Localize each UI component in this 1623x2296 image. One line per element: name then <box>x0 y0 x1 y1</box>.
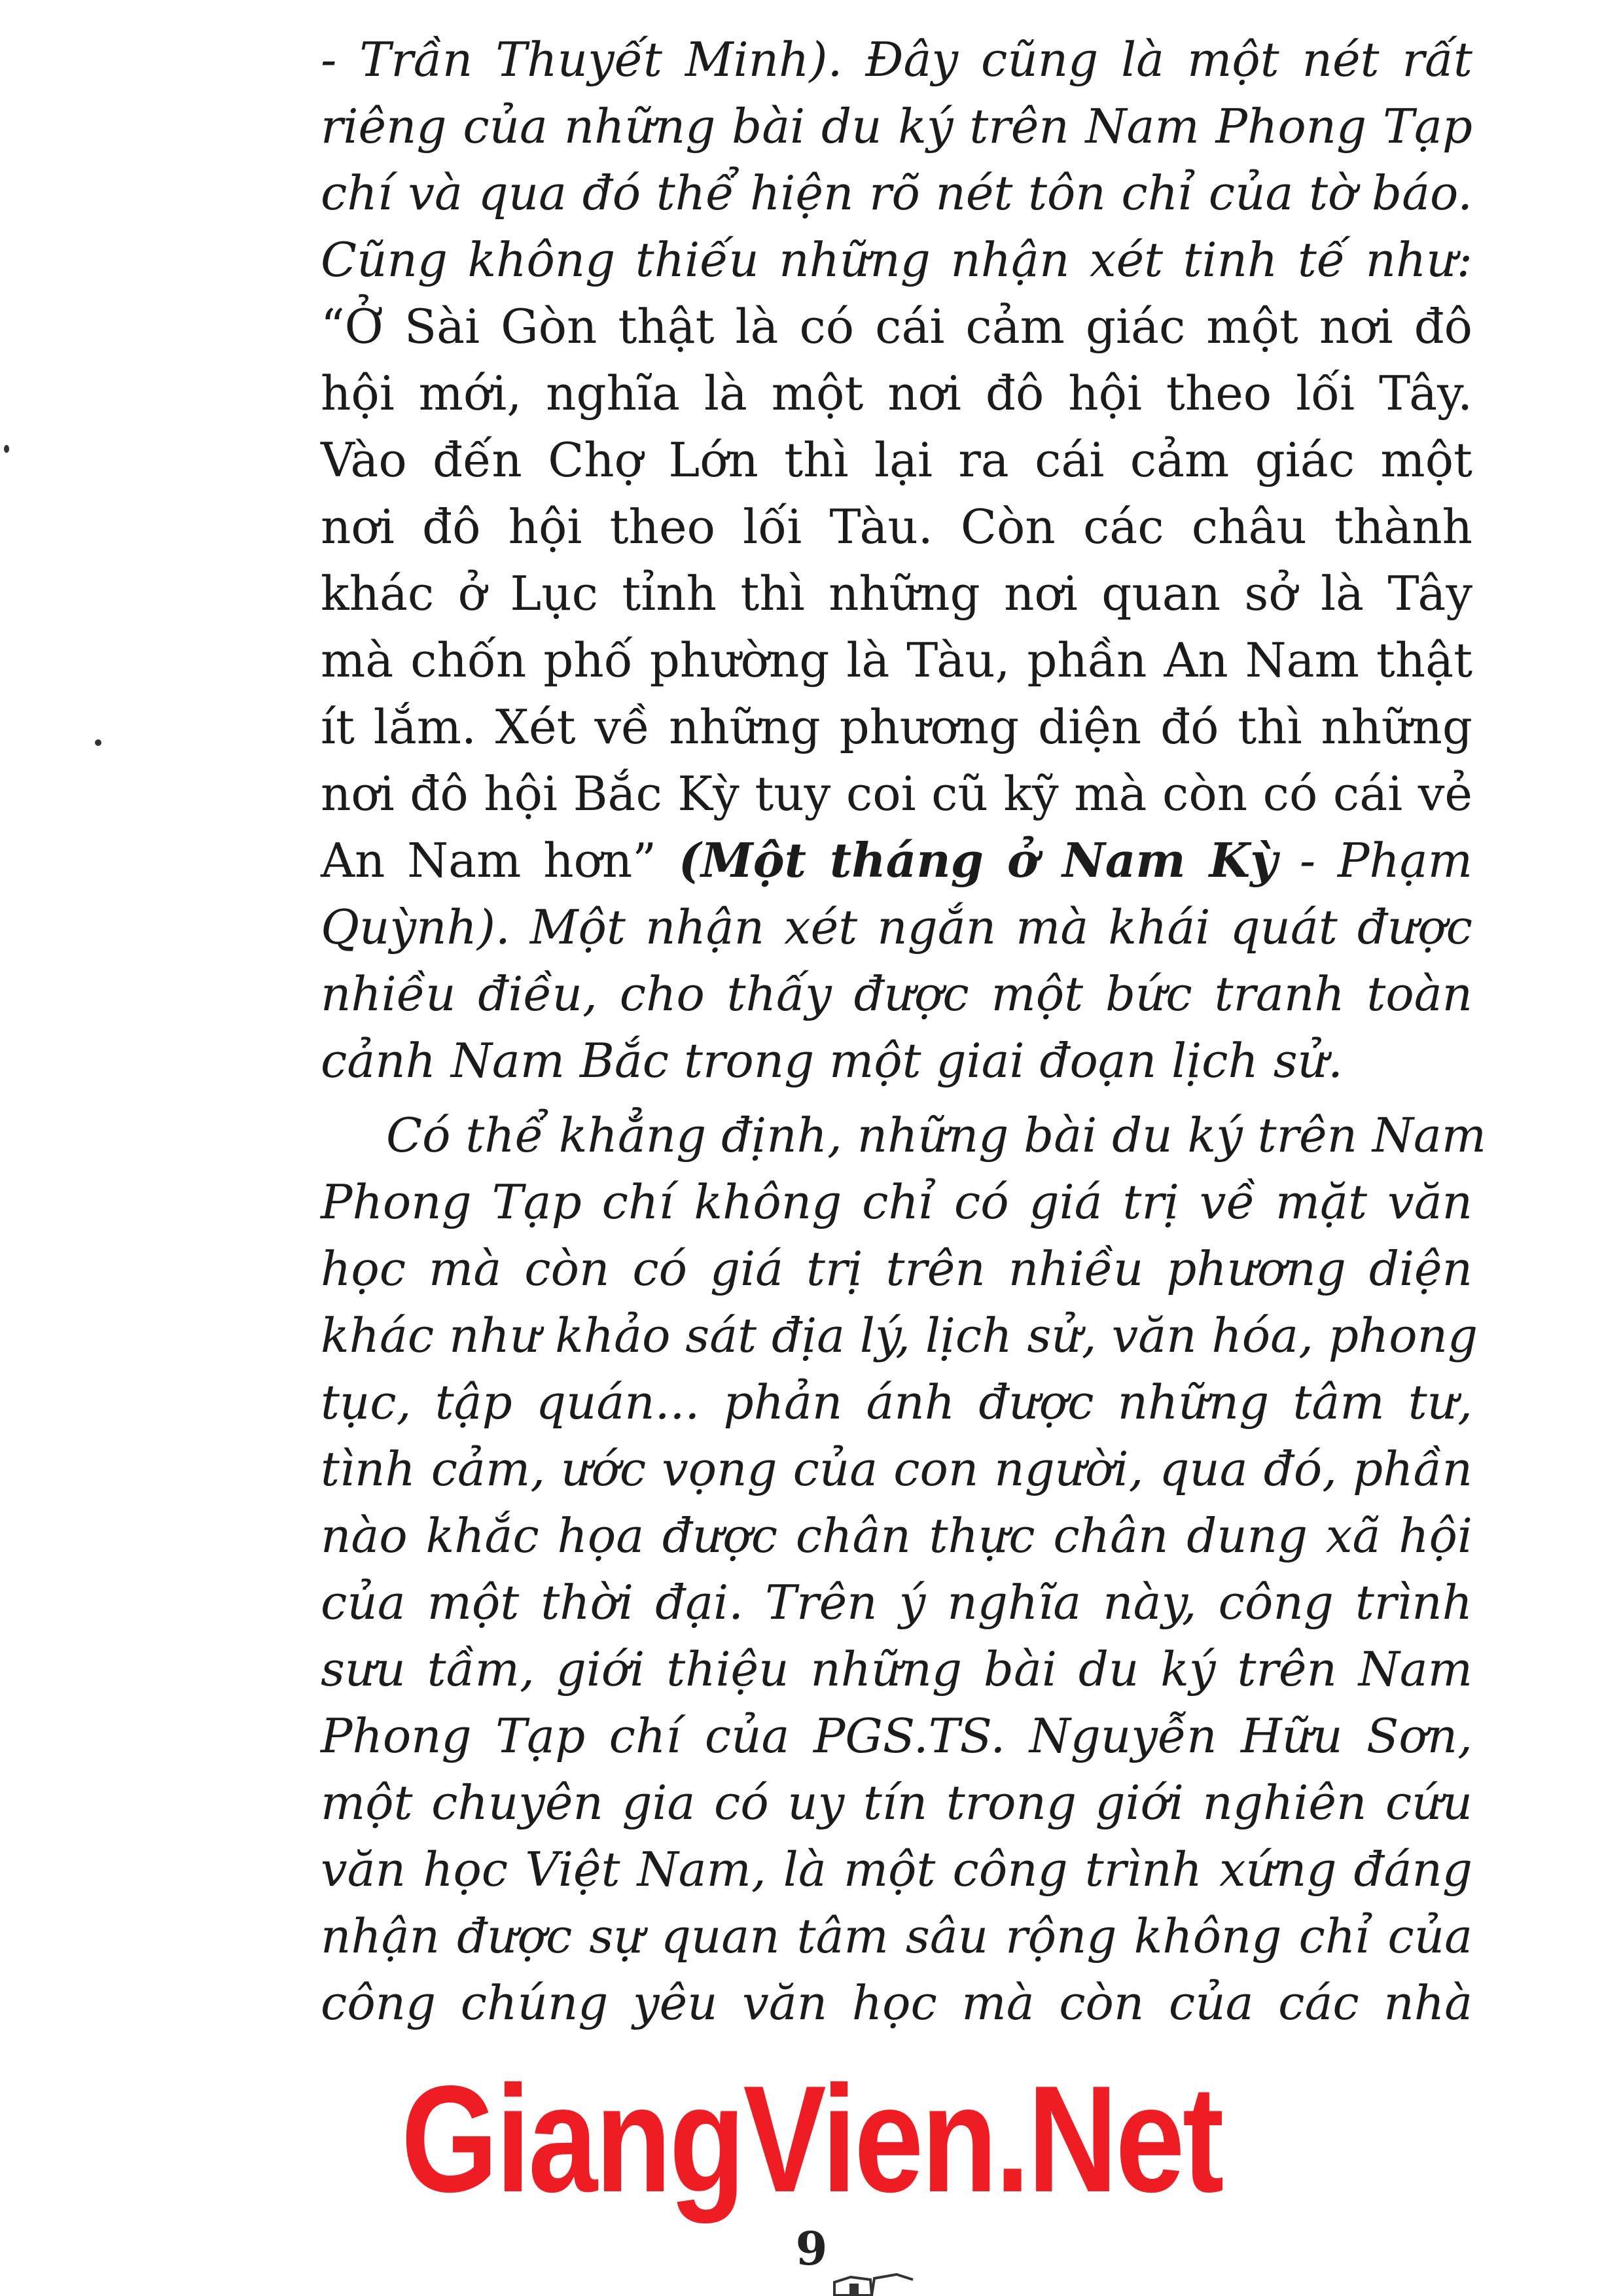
text-line <box>321 827 1472 894</box>
text-segment: nhiều điều, cho thấy được một bức tranh toàn <box>321 966 1472 1021</box>
text-line <box>321 627 1472 694</box>
text-line <box>321 160 1472 226</box>
text-line <box>321 1836 1472 1903</box>
text-line <box>321 1703 1472 1769</box>
text-segment: Phong Tạp chí không chỉ có giá trị về mặt văn <box>321 1174 1472 1229</box>
text-segment: khác như khảo sát địa lý, lịch sử, văn hóa, phong <box>321 1308 1478 1363</box>
text-line <box>321 1102 1487 1169</box>
text-segment: của một thời đại. Trên ý nghĩa này, công trình <box>321 1575 1472 1630</box>
scan-speck <box>4 445 9 453</box>
ornament-icon <box>831 2270 916 2296</box>
text-segment: hội mới, nghĩa là một nơi đô hội theo lối Tây. <box>321 366 1472 421</box>
text-segment: nơi đô hội theo lối Tàu. Còn các châu thành <box>321 499 1472 554</box>
text-line <box>321 493 1472 560</box>
text-line <box>321 427 1472 493</box>
text-segment: riêng của những bài du ký trên Nam Phong Tạp <box>321 99 1472 154</box>
text-line <box>321 1027 1472 1094</box>
text-segment: - Phạm <box>1277 833 1472 888</box>
text-line <box>321 1369 1472 1436</box>
text-line <box>321 961 1472 1027</box>
text-line <box>321 93 1472 160</box>
text-segment: cảnh Nam Bắc trong một giai đoạn lịch sử. <box>321 1033 1343 1088</box>
text-segment: nào khắc họa được chân thực chân dung xã hội <box>321 1508 1472 1563</box>
text-segment: “Ở Sài Gòn thật là có cái cảm giác một nơi đô <box>321 299 1472 354</box>
watermark: GiangVien.Net <box>401 2055 1222 2224</box>
text-line <box>321 1436 1472 1502</box>
text-segment: văn học Việt Nam, là một công trình xứng đáng <box>321 1842 1472 1897</box>
text-segment: An Nam hơn” <box>321 833 679 888</box>
text-line <box>321 26 1472 93</box>
text-segment: nơi đô hội Bắc Kỳ tuy coi cũ kỹ mà còn có cái vẻ <box>321 766 1472 821</box>
text-segment: công chúng yêu văn học mà còn của các nhà <box>321 1975 1472 2030</box>
text-segment: học mà còn có giá trị trên nhiều phương diện <box>321 1241 1472 1296</box>
text-segment: Phong Tạp chí của PGS.TS. Nguyễn Hữu Sơn, <box>321 1708 1472 1763</box>
text-line <box>321 1769 1472 1836</box>
text-segment: tục, tập quán... phản ánh được những tâm tư, <box>321 1375 1472 1430</box>
text-segment: một chuyên gia có uy tín trong giới nghiên cứu <box>321 1775 1472 1830</box>
text-segment: sưu tầm, giới thiệu những bài du ký trên Nam <box>321 1642 1472 1697</box>
text-segment: ít lắm. Xét về những phương diện đó thì những <box>321 699 1472 754</box>
text-line <box>321 1302 1478 1369</box>
text-line <box>321 560 1472 627</box>
text-line <box>321 1569 1472 1636</box>
text-line <box>321 1969 1472 2036</box>
text-segment: tình cảm, ước vọng của con người, qua đó, phần <box>321 1441 1472 1496</box>
text-line <box>321 760 1472 827</box>
text-segment: Có thể khẳng định, những bài du ký trên Nam <box>386 1108 1487 1163</box>
text-segment: mà chốn phố phường là Tàu, phần An Nam thật <box>321 633 1472 688</box>
text-line <box>321 360 1472 427</box>
text-line <box>321 1235 1472 1302</box>
text-segment: khác ở Lục tỉnh thì những nơi quan sở là Tây <box>321 566 1472 621</box>
text-segment: - Trần Thuyết Minh). Đây cũng là một nét rất <box>321 32 1472 87</box>
text-segment: chí và qua đó thể hiện rõ nét tôn chỉ của tờ báo. <box>321 166 1472 221</box>
text-line <box>321 1636 1472 1703</box>
text-segment: (Một tháng ở Nam Kỳ <box>678 832 1277 888</box>
text-segment: Quỳnh). Một nhận xét ngắn mà khái quát được <box>321 900 1472 955</box>
page-number: 9 <box>795 2221 828 2276</box>
text-line <box>321 1169 1472 1235</box>
text-line <box>321 894 1472 961</box>
text-line <box>321 694 1472 760</box>
text-line <box>321 293 1472 360</box>
text-line <box>321 1502 1472 1569</box>
scan-speck <box>95 739 101 746</box>
text-line <box>321 226 1472 293</box>
text-segment: nhận được sự quan tâm sâu rộng không chỉ của <box>321 1909 1472 1964</box>
text-line <box>321 1903 1472 1969</box>
page-body <box>321 26 1487 2036</box>
text-segment: Cũng không thiếu những nhận xét tinh tế như: <box>321 232 1472 287</box>
text-segment: Vào đến Chợ Lớn thì lại ra cái cảm giác một <box>321 433 1472 487</box>
